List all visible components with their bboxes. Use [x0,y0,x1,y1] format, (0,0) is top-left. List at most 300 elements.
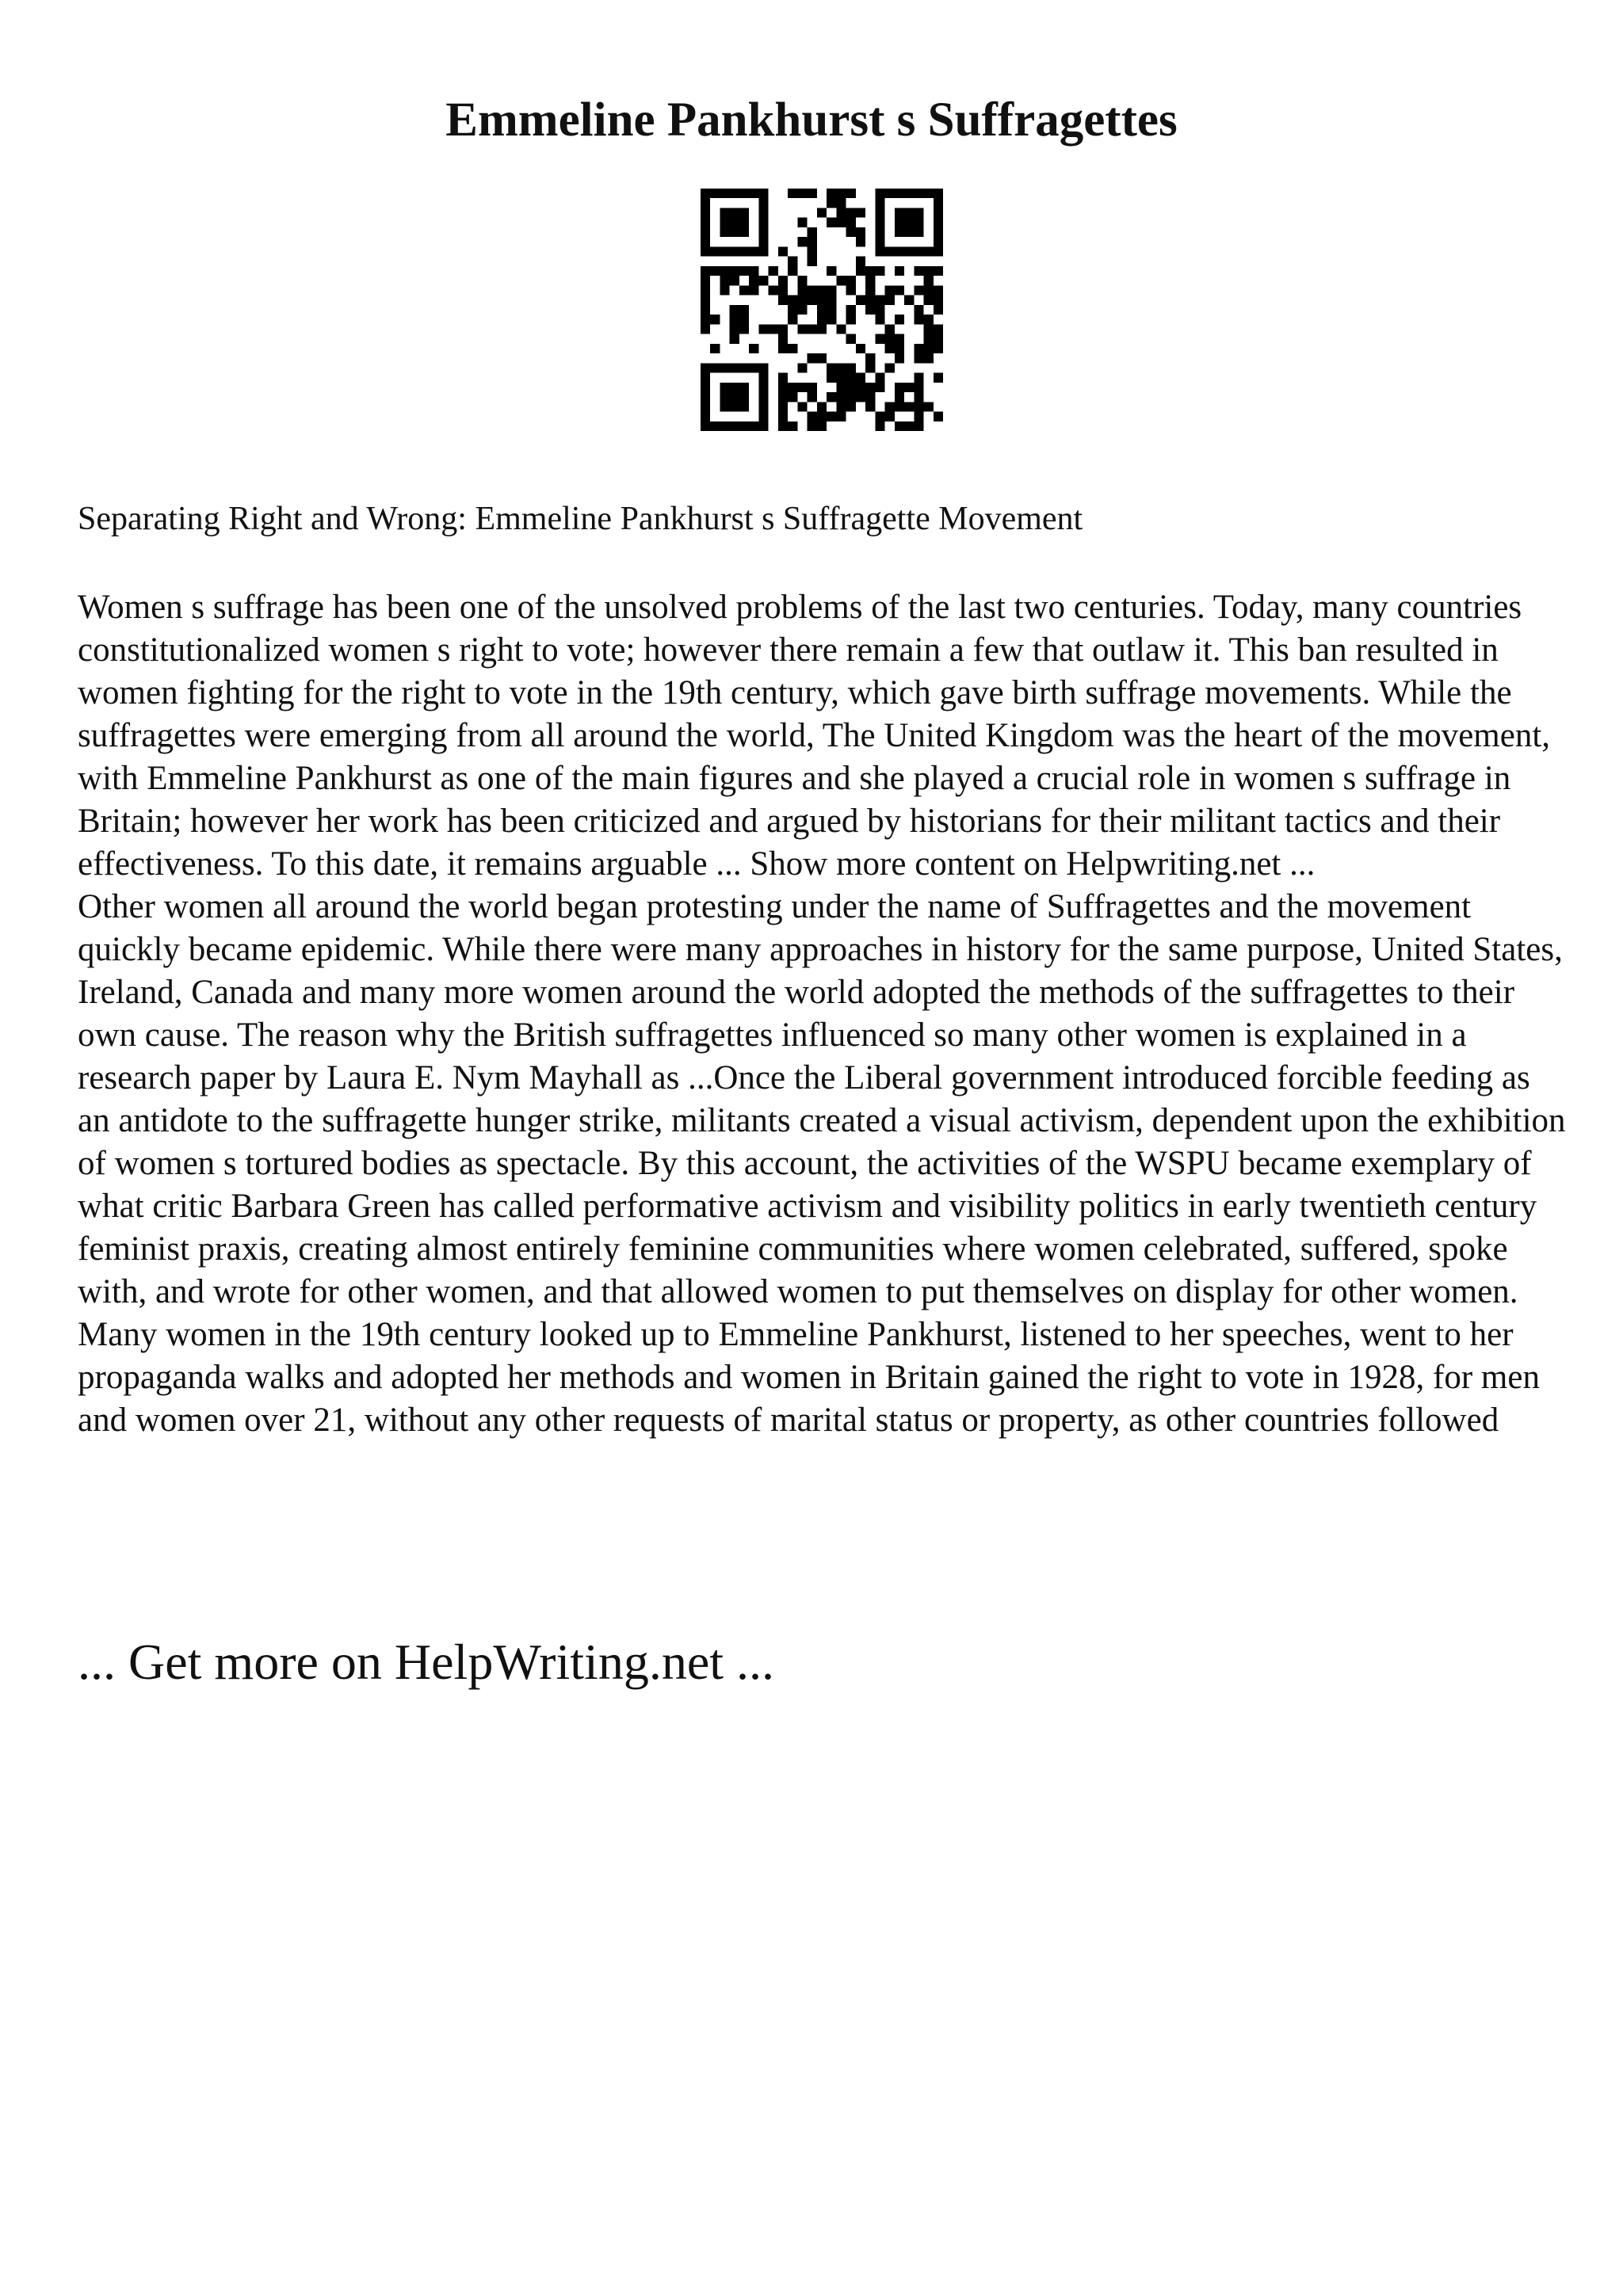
qr-module [739,392,749,402]
qr-module [808,412,817,421]
qr-module [758,363,768,372]
qr-module [924,296,934,305]
qr-module [875,266,884,276]
qr-module [914,305,923,315]
qr-module [934,198,943,208]
qr-module [856,257,865,266]
qr-module [720,285,729,295]
qr-module [934,218,943,227]
qr-module [846,373,856,383]
qr-module [701,227,710,237]
qr-module [797,189,807,198]
qr-module [885,324,895,334]
qr-module [914,208,923,217]
qr-module [875,227,884,237]
qr-module [914,218,923,227]
qr-module [817,296,827,305]
qr-module [701,296,710,305]
qr-module [836,189,846,198]
qr-module [875,421,884,431]
qr-module [856,296,865,305]
qr-module [769,266,778,276]
qr-module [758,198,768,208]
qr-module [904,227,914,237]
qr-module [875,315,884,324]
qr-module [924,246,934,256]
qr-module [895,353,904,363]
qr-module [730,218,739,227]
qr-module [739,208,749,217]
qr-module [856,373,865,383]
qr-module [875,373,884,383]
qr-module [895,208,904,217]
qr-module [895,266,904,276]
qr-module [934,412,943,421]
qr-module [730,421,739,431]
qr-module [924,189,934,198]
qr-module [924,353,934,363]
qr-module [934,246,943,256]
qr-module [836,373,846,383]
qr-module [701,412,710,421]
qr-module [797,402,807,411]
qr-module [797,363,807,372]
qr-module [778,373,788,383]
qr-module [827,198,836,208]
qr-module [739,363,749,372]
qr-module [808,227,817,237]
body-paragraph-2: Other women all around the world began protesting under the name of Suffragettes and the movement quickly became epidemic. While there were many approaches in history for the same purpose, United States, Ireland, Canada and many more women around the world adopted the methods of the suffragettes to their own cause. The reason why the British suffragettes influenced so many other women is explained in a research paper by Laura E. Nym Mayhall as ...Once the Liberal government introduced forcible feeding as an antidote to the suffragette hunger strike, militants created a visual activism, dependent upon the exhibition of women s tortured bodies as spectacle. By this account, the activities of the WSPU became exemplary of what critic Barbara Green has called performative activism and visibility politics in early twentieth century feminist praxis, creating almost entirely feminine communities where women celebrated, suffered, spoke with, and wrote for other women, and that allowed women to put themselves on display for other women. Many women in the 19th century looked up to Emmeline Pankhurst, listened to her speeches, went to her propaganda walks and adopted her methods and women in Britain gained the right to vote in 1928, for men and women over 21, without any other requests of marital status or property, as other countries followed [78,888,1566,1439]
qr-module [797,305,807,315]
qr-module [865,296,875,305]
qr-module [875,412,884,421]
qr-module [895,383,904,392]
qr-module [904,421,914,431]
qr-module [865,266,875,276]
qr-module [846,208,856,217]
qr-module [885,189,895,198]
qr-module [895,344,904,353]
qr-module [827,305,836,315]
qr-module [730,227,739,237]
qr-module [875,189,884,198]
qr-module [836,392,846,402]
qr-module [778,412,788,421]
qr-module [904,383,914,392]
qr-module [914,392,923,402]
qr-module [797,285,807,295]
qr-module [808,257,817,266]
qr-module [778,276,788,285]
qr-module [885,412,895,421]
qr-module [797,276,807,285]
qr-module [836,363,846,372]
qr-module [836,402,846,411]
qr-module [934,266,943,276]
qr-module [749,189,758,198]
qr-module [701,218,710,227]
qr-module [827,296,836,305]
qr-module [934,285,943,295]
qr-module [720,421,729,431]
qr-module [856,237,865,246]
qr-code-icon [701,189,943,431]
qr-module [895,334,904,344]
qr-module [739,305,749,315]
qr-module [720,392,729,402]
qr-module [710,189,720,198]
qr-module [914,373,923,383]
qr-module [778,402,788,411]
qr-module [817,353,827,363]
qr-module [778,383,788,392]
body-paragraph-1: Women s suffrage has been one of the unsolved problems of the last two centuries. Today, many countries constitutionalized women s right to vote; however there remain a few that outlaw it. This ban resulted in women fighting for the right to vote in the 19th century, which gave birth suffrage movements. While the suffragettes were emerging from all around the world, The United Kingdom was the heart of the movement, with Emmeline Pankhurst as one of the main figures and she played a crucial role in women s suffrage in Britain; however her work has been criticized and argued by historians for their militant tactics and their effectiveness. To this date, it remains arguable ... Show more content on Helpwriting.net ... [78,589,1551,883]
qr-module [827,189,836,198]
qr-module [924,276,934,285]
qr-module [758,189,768,198]
qr-module [701,246,710,256]
qr-module [885,402,895,411]
qr-module [914,421,923,431]
qr-module [701,373,710,383]
qr-module [730,383,739,392]
document-body [78,586,1568,1442]
qr-module [846,227,856,237]
qr-module [836,276,846,285]
qr-module [875,246,884,256]
qr-module [749,266,758,276]
qr-module [885,344,895,353]
qr-module [865,305,875,315]
qr-module [701,392,710,402]
qr-module [730,305,739,315]
qr-module [846,285,856,295]
qr-module [817,412,827,421]
qr-module [885,285,895,295]
qr-module [934,296,943,305]
qr-module [817,315,827,324]
qr-module [856,344,865,353]
qr-module [817,421,827,431]
qr-module [875,218,884,227]
qr-module [827,392,836,402]
qr-module [904,402,914,411]
qr-module [710,363,720,372]
qr-module [808,392,817,402]
qr-module [730,189,739,198]
qr-module [788,383,797,392]
qr-module [895,402,904,411]
qr-module [914,266,923,276]
qr-module [885,363,895,372]
qr-module [720,266,729,276]
qr-module [895,315,904,324]
qr-module [904,246,914,256]
qr-module [797,237,807,246]
qr-module [924,334,934,344]
qr-module [865,392,875,402]
qr-module [846,305,856,315]
qr-module [758,227,768,237]
qr-module [778,296,788,305]
qr-module [701,402,710,411]
qr-module [865,383,875,392]
qr-module [808,246,817,256]
qr-module [885,246,895,256]
qr-module [914,315,923,324]
qr-module [924,285,934,295]
qr-module [856,227,865,237]
qr-module [836,324,846,334]
qr-module [788,315,797,324]
qr-module [739,218,749,227]
qr-module [701,266,710,276]
qr-module [856,208,865,217]
qr-module [934,373,943,383]
qr-module [769,285,778,295]
qr-module [808,324,817,334]
qr-module [758,402,768,411]
qr-module [934,237,943,246]
qr-module [808,353,817,363]
qr-module [895,227,904,237]
qr-module [730,276,739,285]
qr-module [934,227,943,237]
qr-module [895,218,904,227]
qr-module [914,402,923,411]
qr-module [720,402,729,411]
qr-module [730,208,739,217]
qr-module [720,189,729,198]
qr-module [827,363,836,372]
qr-module [739,324,749,334]
qr-module [710,266,720,276]
qr-module [710,421,720,431]
qr-module [846,189,856,198]
qr-module [730,402,739,411]
qr-module [739,315,749,324]
qr-module [914,246,923,256]
qr-module [934,324,943,334]
qr-module [914,285,923,295]
qr-module [758,276,768,285]
qr-module [769,324,778,334]
qr-module [836,218,846,227]
qr-module [827,285,836,295]
qr-module [788,189,797,198]
document-subtitle: Separating Right and Wrong: Emmeline Pankhurst s Suffragette Movement [78,501,1083,537]
qr-module [797,383,807,392]
qr-module [739,266,749,276]
qr-module [788,392,797,402]
qr-module [924,402,934,411]
qr-module [730,334,739,344]
qr-module [875,383,884,392]
qr-module [788,257,797,266]
qr-module [758,373,768,383]
qr-module [749,276,758,285]
qr-module [701,305,710,315]
qr-module [934,305,943,315]
qr-module [885,296,895,305]
qr-module [778,246,788,256]
qr-module [827,315,836,324]
qr-module [701,237,710,246]
qr-module [778,324,788,334]
qr-module [749,421,758,431]
qr-module [739,383,749,392]
qr-module [720,363,729,372]
qr-module [758,246,768,256]
qr-module [895,421,904,431]
qr-module [865,402,875,411]
qr-module [730,246,739,256]
qr-module [904,208,914,217]
qr-module [730,363,739,372]
qr-module [788,421,797,431]
qr-module [739,246,749,256]
qr-module [758,208,768,217]
qr-module [749,363,758,372]
qr-module [827,266,836,276]
qr-module [730,392,739,402]
qr-module [875,334,884,344]
qr-module [875,198,884,208]
qr-module [701,421,710,431]
qr-module [875,208,884,217]
qr-module [914,383,923,392]
qr-module [827,373,836,383]
qr-module [827,218,836,227]
qr-module [720,208,729,217]
qr-module [846,315,856,324]
qr-module [730,266,739,276]
qr-module [846,334,856,344]
qr-module [710,315,720,324]
qr-module [865,276,875,285]
qr-module [914,189,923,198]
qr-module [758,218,768,227]
qr-module [720,227,729,237]
qr-module [924,266,934,276]
qr-module [924,344,934,353]
qr-module [856,383,865,392]
qr-module [701,276,710,285]
qr-module [758,412,768,421]
qr-module [895,189,904,198]
qr-module [895,246,904,256]
qr-module [701,324,710,334]
qr-module [701,189,710,198]
get-more-link[interactable]: ... Get more on HelpWriting.net ... [78,1634,774,1690]
qr-module [875,305,884,315]
qr-module [836,198,846,208]
qr-module [808,421,817,431]
qr-module [924,315,934,324]
qr-module [808,296,817,305]
qr-module [758,383,768,392]
qr-module [836,412,846,421]
qr-module [710,246,720,256]
qr-module [758,392,768,402]
qr-module [865,353,875,363]
qr-module [865,285,875,295]
qr-module [904,296,914,305]
qr-module [846,383,856,392]
qr-module [914,227,923,237]
qr-module [817,305,827,315]
qr-module [836,383,846,392]
qr-module [934,208,943,217]
qr-module [739,227,749,237]
qr-module [934,334,943,344]
qr-module [885,334,895,344]
qr-module [749,285,758,295]
qr-module [827,412,836,421]
qr-module [710,344,720,353]
qr-module [817,285,827,295]
qr-module [875,296,884,305]
qr-module [846,218,856,227]
qr-module [720,383,729,392]
qr-module [749,246,758,256]
qr-module [914,412,923,421]
qr-module [758,421,768,431]
qr-module [895,392,904,402]
qr-module [739,402,749,411]
qr-module [797,324,807,334]
qr-module [895,285,904,295]
qr-module [875,237,884,246]
qr-module [914,344,923,353]
qr-module [778,392,788,402]
qr-module [904,189,914,198]
qr-module [817,208,827,217]
qr-module [808,189,817,198]
qr-module [701,383,710,392]
qr-module [758,237,768,246]
qr-module [788,266,797,276]
qr-module [846,402,856,411]
qr-module [778,334,788,344]
qr-module [778,285,788,295]
qr-module [720,246,729,256]
qr-module [846,392,856,402]
qr-module [846,363,856,372]
qr-module [914,353,923,363]
qr-module [788,344,797,353]
qr-module [701,208,710,217]
qr-module [856,266,865,276]
qr-module [904,218,914,227]
qr-module [808,237,817,246]
qr-module [701,315,710,324]
qr-module [934,344,943,353]
qr-module [739,421,749,431]
qr-module [758,324,768,334]
document-title: Emmeline Pankhurst s Suffragettes [445,93,1178,147]
qr-module [797,296,807,305]
qr-module [808,383,817,392]
qr-module [701,363,710,372]
qr-module [788,305,797,315]
qr-module [749,344,758,353]
qr-module [701,198,710,208]
qr-module [730,315,739,324]
qr-module [730,324,739,334]
qr-module [934,189,943,198]
qr-module [788,296,797,305]
